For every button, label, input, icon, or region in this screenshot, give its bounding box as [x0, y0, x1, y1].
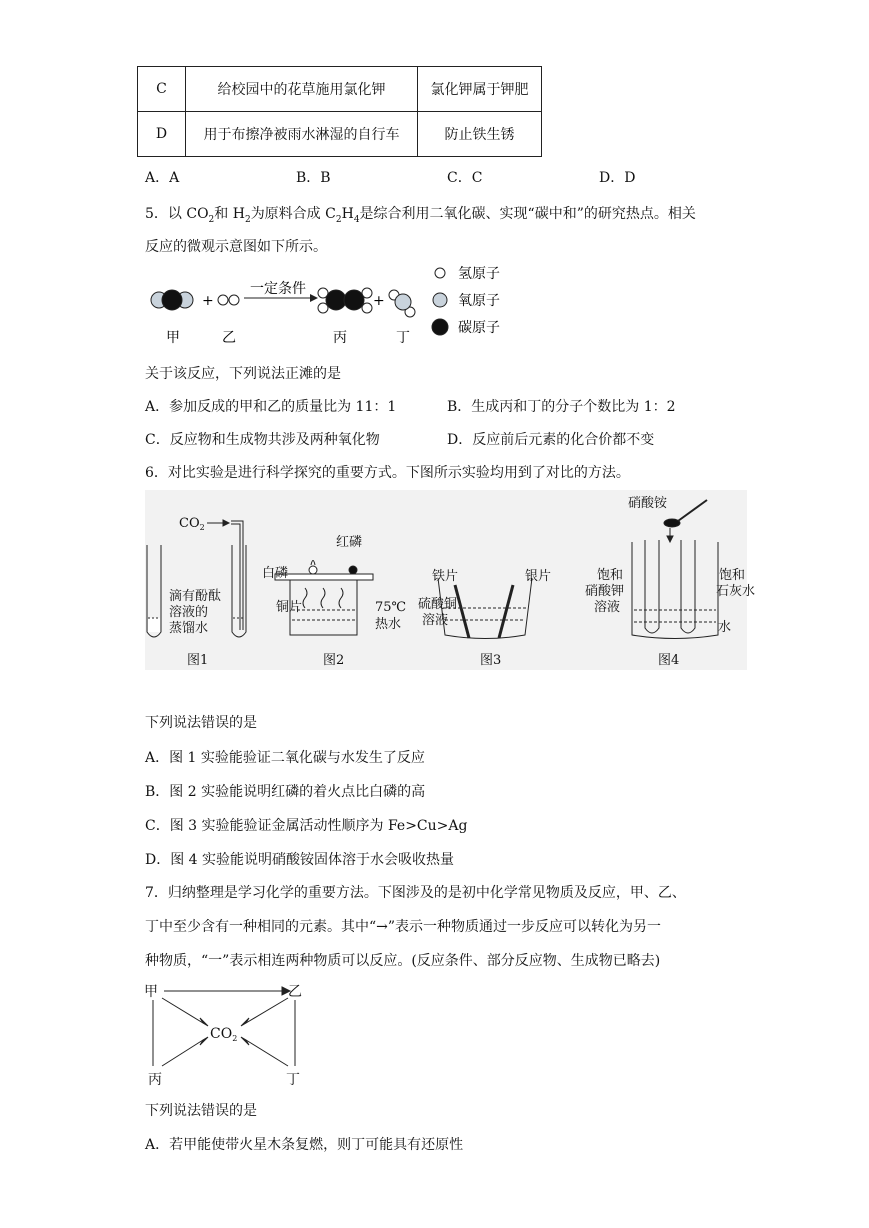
q4-option-d: D．D	[599, 170, 636, 186]
fig3-iron-label: 铁片	[432, 569, 459, 584]
fig3-solution-label-2: 溶液	[422, 613, 449, 628]
q6-stem: 6．对比实验是进行科学探究的重要方式。下图所示实验均用到了对比的方法。	[145, 465, 630, 481]
q5-option-c: C．反应物和生成物共涉及两种氧化物	[145, 432, 380, 448]
hydrogen-atom	[229, 295, 239, 305]
row-action: 给校园中的花草施用氯化钾	[186, 67, 418, 112]
label-yi: 乙	[222, 330, 236, 346]
fig1-liquid-label-1: 滴有酚酞	[169, 589, 222, 604]
row-reason: 氯化钾属于钾肥	[418, 67, 542, 112]
fig2-caption: 图2	[323, 653, 345, 668]
label-bing: 丙	[333, 330, 347, 346]
q5-stem: 5．以 $CO_2$和 $H_2$为原料合成 $C_2H_4$是综合利用二氧化碳、实现“碳中和”的研究热点。相关	[145, 206, 696, 225]
fig4-water-label: 水	[718, 620, 732, 635]
node-ding: 丁	[286, 1072, 300, 1088]
fig4-left-label-2: 硝酸钾	[585, 584, 625, 599]
q6-option-b: B．图 2 实验能说明红磷的着火点比白磷的高	[145, 784, 426, 800]
q4-option-b: B．B	[296, 170, 331, 186]
fig1-liquid-label-2: 溶液的	[169, 605, 209, 620]
q6-experiment-figures	[145, 490, 756, 670]
plus-sign: +	[373, 293, 385, 309]
fig4-right-label-2: 石灰水	[716, 584, 756, 599]
fig2-white-p-label: 白磷	[262, 566, 289, 581]
q6-option-c: C．图 3 实验能验证金属活动性顺序为 Fe>Cu>Ag	[145, 818, 468, 834]
fig2-temp-label: 75℃	[375, 600, 407, 615]
row-action: 用于布擦净被雨水淋湿的自行车	[186, 112, 418, 157]
q4-option-c: C．C	[447, 170, 483, 186]
q7-stem-line2: 丁中至少含有一种相同的元素。其中“→”表示一种物质通过一步反应可以转化为另一	[145, 919, 662, 935]
q7-stem-line3: 种物质，“一”表示相连两种物质可以反应。(反应条件、部分反应物、生成物已略去)	[145, 953, 661, 969]
carbon-atom	[344, 290, 364, 310]
fig2-copper-label: 铜片	[276, 600, 303, 615]
q7-option-a: A．若甲能使带火星木条复燃，则丁可能具有还原性	[145, 1137, 464, 1153]
fig2-red-p-label: 红磷	[336, 535, 363, 550]
fig4-nh4no3-label: 硝酸铵	[628, 496, 668, 511]
fig4-left-label-3: 溶液	[594, 600, 621, 615]
label-ding: 丁	[396, 330, 410, 346]
table-row	[138, 112, 542, 157]
legend-hydrogen: 氢原子	[458, 266, 500, 282]
oxygen-atom	[395, 294, 411, 310]
fig4-right-label-1: 饱和	[719, 568, 746, 583]
hydrogen-atom	[218, 295, 228, 305]
q5-option-b: B．生成丙和丁的分子个数比为 1：2	[447, 399, 676, 415]
node-yi: 乙	[288, 984, 302, 1000]
fig2-water-label: 热水	[375, 617, 402, 632]
fig4-caption: 图4	[658, 653, 680, 668]
q5-option-d: D．反应前后元素的化合价都不变	[447, 432, 655, 448]
q5-molecule-diagram	[140, 258, 520, 348]
q5-option-a: A．参加反成的甲和乙的质量比为 11：1	[145, 399, 397, 415]
fig1-co2-label: $CO_2$	[179, 516, 205, 532]
q5-question: 关于该反应，下列说法正滩的是	[145, 366, 341, 382]
row-label: C	[138, 67, 186, 112]
fig1-liquid-label-3: 蒸馏水	[169, 621, 209, 636]
node-bing: 丙	[148, 1072, 162, 1088]
fig4-left-label-1: 饱和	[597, 568, 624, 583]
table-row	[138, 67, 542, 112]
q6-question: 下列说法错误的是	[145, 715, 257, 731]
node-jia: 甲	[144, 984, 158, 1000]
fig3-caption: 图3	[480, 653, 502, 668]
answer-table	[137, 66, 542, 157]
q7-question: 下列说法错误的是	[145, 1103, 257, 1119]
node-co2: $CO_2$	[210, 1026, 238, 1043]
q7-stem-line1: 7．归纳整理是学习化学的重要方法。下图涉及的是初中化学常见物质及反应，甲、乙、	[145, 885, 686, 901]
legend-carbon: 碳原子	[458, 320, 500, 336]
row-reason: 防止铁生锈	[418, 112, 542, 157]
fig1-caption: 图1	[187, 653, 209, 668]
row-label: D	[138, 112, 186, 157]
q4-option-a: A．A	[145, 170, 180, 186]
carbon-atom	[326, 290, 346, 310]
q6-option-d: D．图 4 实验能说明硝酸铵固体溶于水会吸收热量	[145, 852, 455, 868]
fig3-silver-label: 银片	[525, 569, 552, 584]
plus-sign: +	[202, 293, 214, 309]
q5-stem-line2: 反应的微观示意图如下所示。	[145, 239, 327, 255]
q6-option-a: A．图 1 实验能验证二氧化碳与水发生了反应	[145, 750, 425, 766]
fig3-solution-label-1: 硫酸铜	[418, 597, 458, 612]
q7-relation-diagram	[140, 980, 320, 1090]
carbon-atom	[162, 290, 182, 310]
condition-label: 一定条件	[250, 281, 306, 297]
legend-oxygen: 氧原子	[458, 293, 500, 309]
label-jia: 甲	[166, 330, 180, 346]
